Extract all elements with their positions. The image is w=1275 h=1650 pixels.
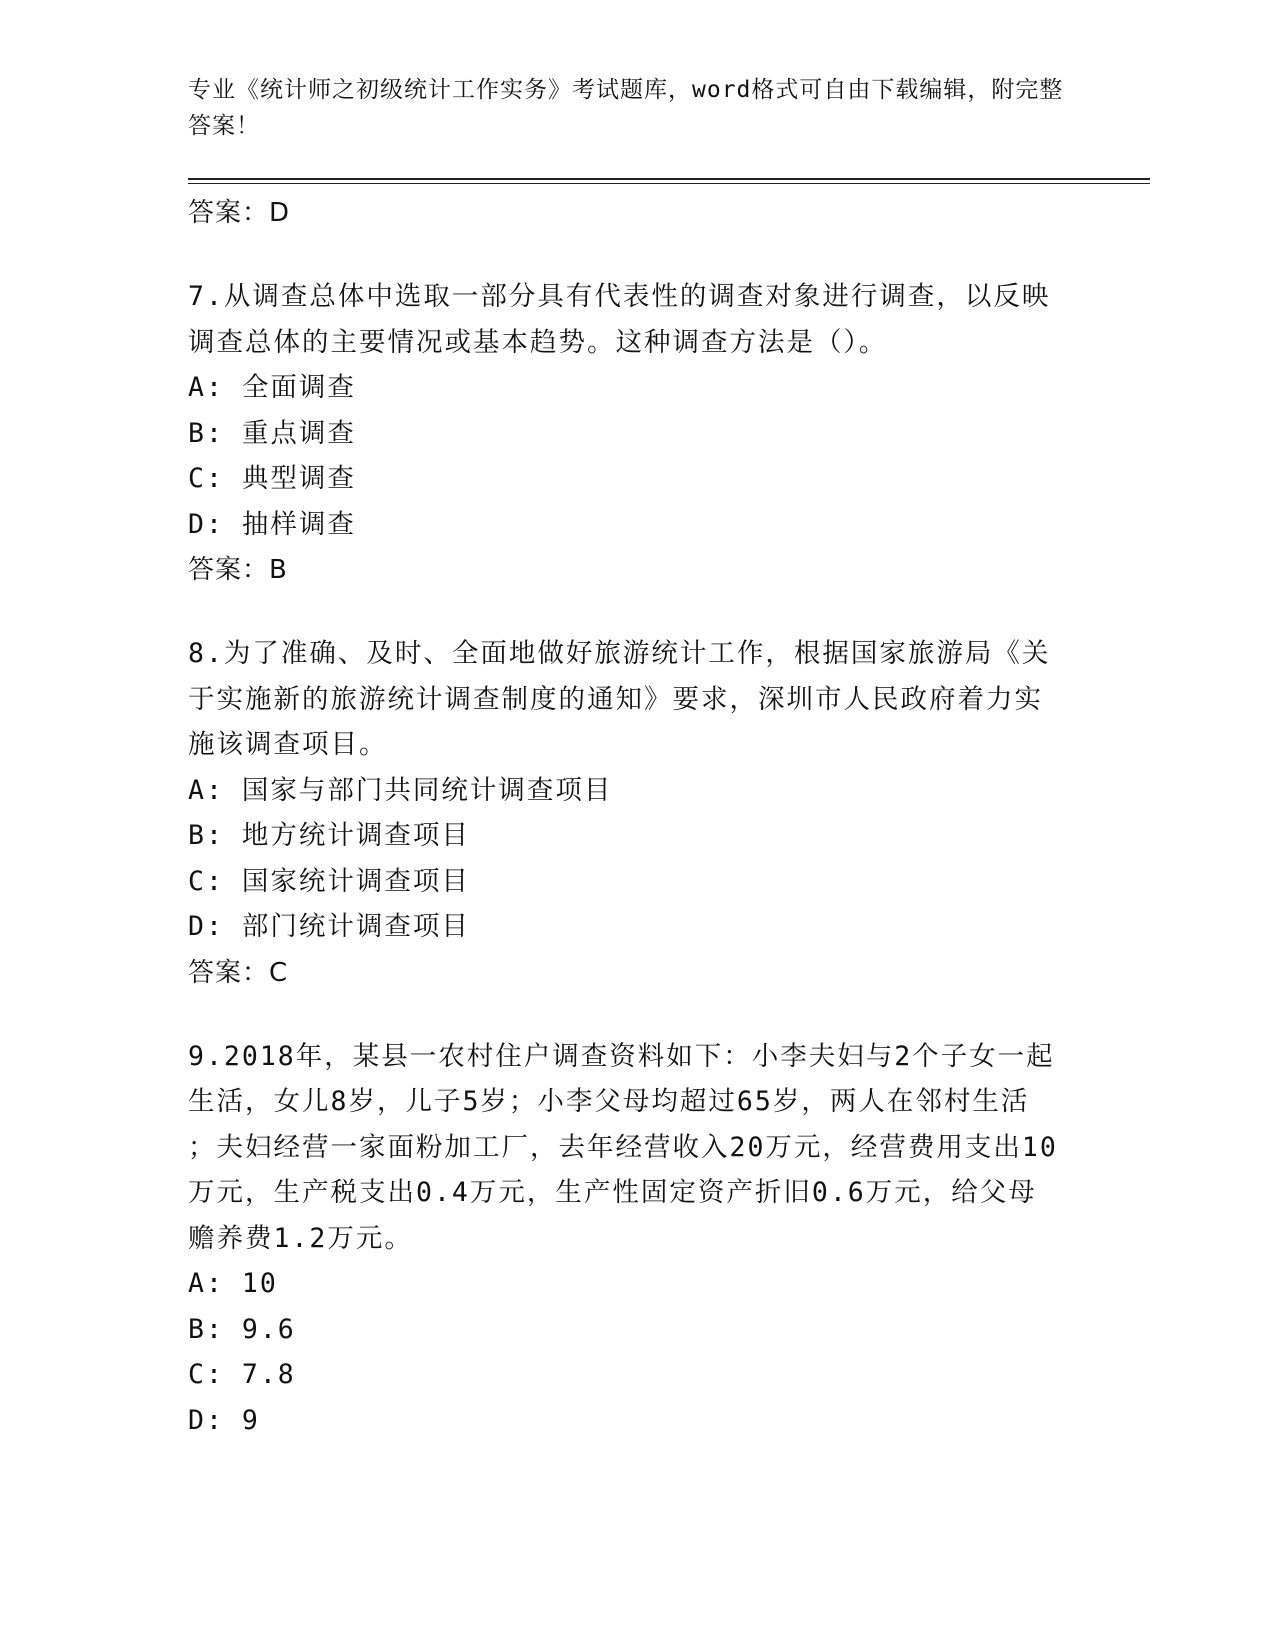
option-d: D: 抽样调查 [188,508,356,540]
option-a: A: 全面调查 [188,372,356,403]
option-d: D: 部门统计调查项目 [188,911,470,942]
option-list [188,1261,1088,1443]
option-a: A: 10 [188,1268,278,1299]
question-8 [188,631,1088,996]
question-9 [188,1034,1088,1444]
question-answer: 答案：B [188,555,288,585]
question-stem: 9.2018年，某县一农村住户调查资料如下：小李夫妇与2个子女一起 生活，女儿8岁，儿子5岁；小李父母均超过65岁，两人在邻村生活 ；夫妇经营一家面粉加工厂，去年经营收入20万元，经营费用支出10 万元，生产税支出0.4万元，生产性固定资产折旧0.6万元，给父母 赡养费1.2万元。 [188,1040,1058,1254]
question-stem: 7.从调查总体中选取一部分具有代表性的调查对象进行调查，以反映 调查总体的主要情况或基本趋势。这种调查方法是（）。 [188,281,1051,358]
question-stem: 8.为了准确、及时、全面地做好旅游统计工作，根据国家旅游局《关 于实施新的旅游统计调查制度的通知》要求，深圳市人民政府着力实 施该调查项目。 [188,638,1051,760]
option-c: C: 7.8 [188,1359,296,1390]
option-list [188,365,1088,547]
option-c: C: 典型调查 [188,463,356,494]
document-body [188,188,1088,1443]
option-c: C: 国家统计调查项目 [188,865,470,897]
question-7 [188,274,1088,593]
option-a: A: 国家与部门共同统计调查项目 [188,774,613,806]
option-d: D: 9 [188,1404,260,1436]
previous-answer: 答案：D [188,198,291,228]
option-b: B: 重点调查 [188,417,356,449]
header-title: 专业《统计师之初级统计工作实务》考试题库，word格式可自由下载编辑，附完整答案！ [188,77,1064,139]
option-list [188,768,1088,950]
question-answer: 答案：C [188,957,289,988]
header-divider-thin [188,183,1150,184]
option-b: B: 地方统计调查项目 [188,820,470,851]
option-b: B: 9.6 [188,1313,296,1345]
header-divider-thick [188,178,1150,180]
